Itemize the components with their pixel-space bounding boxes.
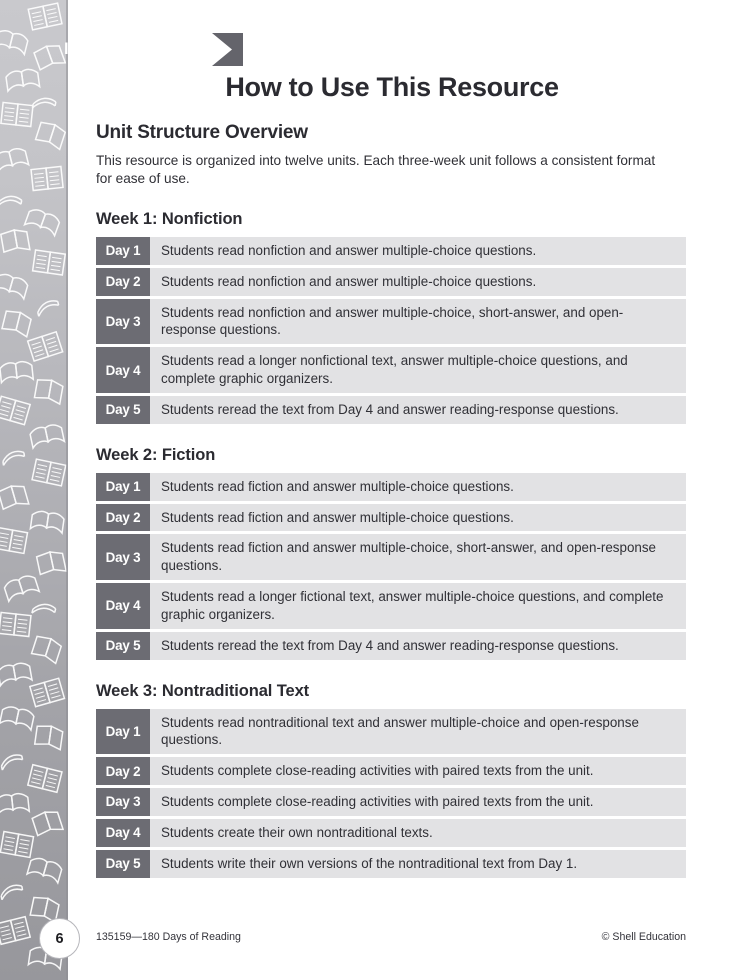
footer-copyright: © Shell Education bbox=[601, 931, 686, 943]
table-row bbox=[96, 757, 686, 785]
day-description-cell: Students create their own nontraditional texts. bbox=[161, 824, 433, 840]
introduction-label: Introduction bbox=[64, 40, 163, 58]
day-label-cell: Day 2 bbox=[96, 757, 150, 785]
table-row bbox=[96, 396, 686, 424]
day-description-cell: Students write their own versions of the nontraditional text from Day 1. bbox=[161, 855, 578, 871]
day-description-cell: Students read a longer fictional text, answer multiple-choice questions, and complete graphic organizers. bbox=[161, 589, 664, 622]
weeks-container bbox=[96, 210, 688, 878]
open-book-pattern-icon bbox=[0, 0, 68, 980]
table-row bbox=[96, 850, 686, 878]
day-label-cell: Day 5 bbox=[96, 850, 150, 878]
day-label-cell: Day 3 bbox=[96, 534, 150, 580]
day-description-cell: Students read fiction and answer multiple-choice questions. bbox=[161, 478, 514, 494]
footer-product-line: 135159—180 Days of Reading bbox=[96, 931, 241, 943]
sidebar-edge-line bbox=[66, 0, 68, 980]
day-label-cell: Day 3 bbox=[96, 788, 150, 816]
table-row bbox=[96, 473, 686, 501]
day-description-cell: Students complete close-reading activities with paired texts from the unit. bbox=[161, 794, 594, 810]
day-description-cell: Students read fiction and answer multiple-choice, short-answer, and open-response questions. bbox=[161, 540, 656, 574]
day-description-cell: Students reread the text from Day 4 and answer reading-response questions. bbox=[161, 401, 619, 417]
day-label-cell: Day 1 bbox=[96, 473, 150, 501]
week-schedule-table bbox=[96, 237, 686, 424]
page-number-badge: 6 bbox=[39, 918, 80, 959]
day-description-cell: Students read nontraditional text and answer multiple-choice and open-response questions. bbox=[161, 714, 639, 748]
week-schedule-table bbox=[96, 709, 686, 878]
table-row bbox=[96, 237, 686, 265]
week-block bbox=[96, 446, 688, 660]
table-row bbox=[96, 709, 686, 755]
table-row bbox=[96, 347, 686, 393]
table-row bbox=[96, 788, 686, 816]
day-label-cell: Day 5 bbox=[96, 632, 150, 660]
table-row bbox=[96, 534, 686, 580]
day-description-cell: Students read a longer nonfictional text, answer multiple-choice questions, and complete graphic organizers. bbox=[161, 353, 628, 387]
page-title: How to Use This Resource bbox=[225, 72, 559, 102]
week-block bbox=[96, 682, 688, 878]
page-footer bbox=[0, 900, 748, 980]
decorative-sidebar bbox=[0, 0, 68, 980]
day-description-cell: Students read nonfiction and answer multiple-choice questions. bbox=[161, 273, 537, 289]
day-label-cell: Day 4 bbox=[96, 819, 150, 847]
section-heading: Unit Structure Overview bbox=[96, 122, 308, 143]
day-label-cell: Day 5 bbox=[96, 396, 150, 424]
main-content bbox=[96, 0, 688, 881]
day-description-cell: Students read nonfiction and answer multiple-choice questions. bbox=[161, 242, 537, 258]
day-label-cell: Day 2 bbox=[96, 268, 150, 296]
week-heading: Week 3: Nontraditional Text bbox=[96, 681, 310, 700]
table-row bbox=[96, 299, 686, 345]
table-row bbox=[96, 819, 686, 847]
table-row bbox=[96, 632, 686, 660]
day-description-cell: Students read fiction and answer multiple-choice questions. bbox=[161, 509, 514, 525]
day-description-cell: Students reread the text from Day 4 and answer reading-response questions. bbox=[161, 637, 619, 653]
day-label-cell: Day 1 bbox=[96, 709, 150, 755]
week-schedule-table bbox=[96, 473, 686, 660]
day-description-cell: Students complete close-reading activities with paired texts from the unit. bbox=[161, 763, 594, 779]
day-label-cell: Day 4 bbox=[96, 583, 150, 629]
day-label-cell: Day 4 bbox=[96, 347, 150, 393]
day-label-cell: Day 3 bbox=[96, 299, 150, 345]
table-row bbox=[96, 504, 686, 532]
day-label-cell: Day 1 bbox=[96, 237, 150, 265]
intro-paragraph: This resource is organized into twelve units. Each three-week unit follows a consistent format for ease of use. bbox=[96, 153, 656, 187]
week-heading: Week 1: Nonfiction bbox=[96, 209, 243, 228]
day-label-cell: Day 2 bbox=[96, 504, 150, 532]
week-block bbox=[96, 210, 688, 424]
week-heading: Week 2: Fiction bbox=[96, 445, 216, 464]
day-description-cell: Students read nonfiction and answer multiple-choice, short-answer, and open-response questions. bbox=[161, 304, 624, 338]
table-row bbox=[96, 268, 686, 296]
table-row bbox=[96, 583, 686, 629]
